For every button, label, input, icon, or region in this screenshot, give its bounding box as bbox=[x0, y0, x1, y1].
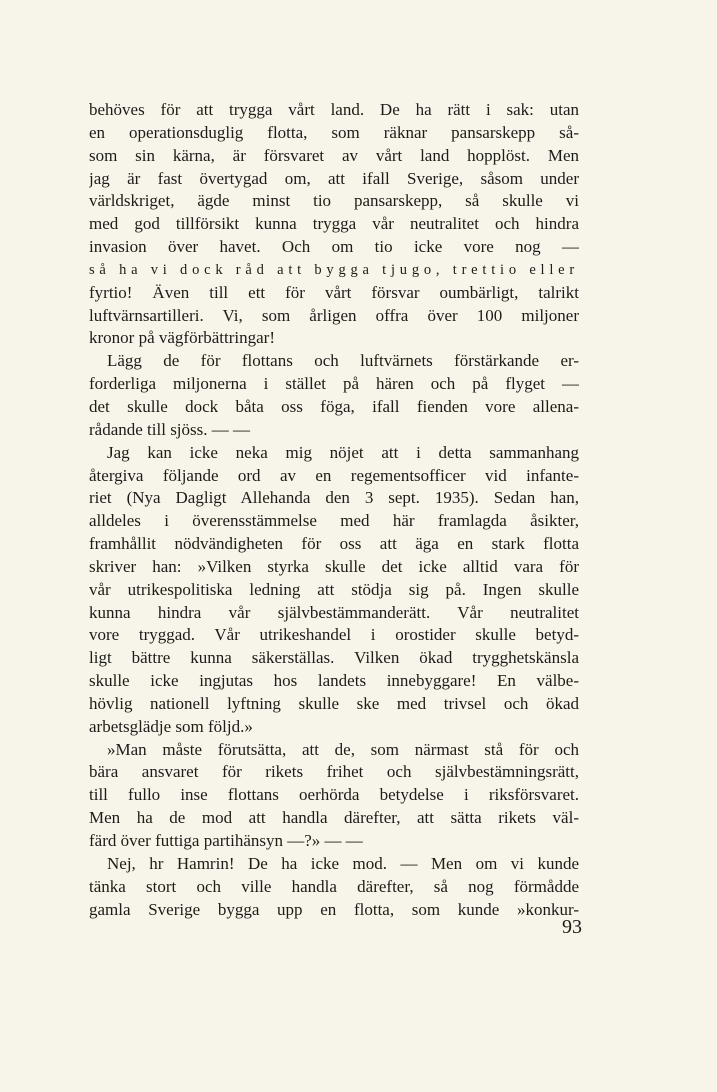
text-line: riet (Nya Dagligt Allehanda den 3 sept. 1935). Sedan han, bbox=[89, 488, 579, 508]
text-line: så ha vi dock råd att bygga tjugo, trettio eller bbox=[89, 261, 579, 278]
text-line: alldeles i överensstämmelse med här framlagda åsikter, bbox=[89, 511, 579, 531]
text-line: till fullo inse flottans oerhörda betydelse i riksförsvaret. bbox=[89, 785, 579, 805]
text-line: luftvärnsartilleri. Vi, som årligen offra över 100 miljoner bbox=[89, 305, 579, 325]
text-line: jag är fast övertygad om, att ifall Sverige, såsom under bbox=[89, 168, 579, 188]
text-line: gamla Sverige bygga upp en flotta, som kunde »konkur- bbox=[89, 899, 579, 919]
text-line: framhållit nödvändigheten för oss att äga en stark flotta bbox=[89, 534, 579, 554]
text-line: invasion över havet. Och om tio icke vore nog — bbox=[89, 237, 579, 257]
text-line: en operationsduglig flotta, som räknar pansarskepp så- bbox=[89, 122, 579, 142]
text-line: ligt bättre kunna säkerställas. Vilken ökad trygghetskänsla bbox=[89, 648, 579, 668]
text-line: vore tryggad. Vår utrikeshandel i orostider skulle betyd- bbox=[89, 625, 579, 645]
text-line: »Man måste förutsätta, att de, som närmast stå för och bbox=[107, 739, 579, 759]
text-line: Men ha de mod att handla därefter, att sätta rikets väl- bbox=[89, 808, 579, 828]
text-line: Lägg de för flottans och luftvärnets förstärkande er- bbox=[107, 351, 579, 371]
text-line: kronor på vägförbättringar! bbox=[89, 328, 275, 348]
text-line: världskriget, ägde minst tio pansarskepp, så skulle vi bbox=[89, 191, 579, 211]
text-line: återgiva följande ord av en regementsofficer vid infante- bbox=[89, 465, 579, 485]
text-line: skulle icke ingjutas hos landets innebyggare! En välbe- bbox=[89, 671, 579, 691]
body-text bbox=[89, 99, 579, 921]
text-line: färd över futtiga partihänsyn —?» — — bbox=[89, 831, 363, 850]
text-line: arbetsglädje som följd.» bbox=[89, 716, 253, 736]
text-line: skriver han: »Vilken styrka skulle det icke alltid vara för bbox=[89, 556, 579, 576]
text-line: kunna hindra vår självbestämmanderätt. Vår neutralitet bbox=[89, 602, 579, 622]
text-line: rådande till sjöss. — — bbox=[89, 419, 251, 439]
text-line: Jag kan icke neka mig nöjet att i detta sammanhang bbox=[107, 442, 579, 462]
text-line: behöves för att trygga vårt land. De ha rätt i sak: utan bbox=[89, 100, 579, 119]
text-line: med god tillförsikt kunna trygga vår neutralitet och hindra bbox=[89, 214, 579, 234]
text-line: tänka stort och ville handla därefter, så nog förmådde bbox=[89, 876, 579, 896]
text-line: det skulle dock båta oss föga, ifall fienden vore allena- bbox=[89, 396, 579, 416]
text-line: som sin kärna, är försvaret av vårt land hopplöst. Men bbox=[89, 145, 579, 165]
text-line: Nej, hr Hamrin! De ha icke mod. — Men om vi kunde bbox=[107, 853, 579, 873]
page-number: 93 bbox=[562, 916, 582, 938]
text-line: fyrtio! Även till ett för vårt försvar oumbärligt, talrikt bbox=[89, 282, 579, 302]
text-line: vår utrikespolitiska ledning att stödja sig på. Ingen skulle bbox=[89, 579, 579, 599]
text-line: bära ansvaret för rikets frihet och självbestämningsrätt, bbox=[89, 762, 579, 782]
text-line: forderliga miljonerna i stället på hären och på flyget — bbox=[89, 374, 579, 394]
text-line: hövlig nationell lyftning skulle ske med trivsel och ökad bbox=[89, 693, 579, 713]
